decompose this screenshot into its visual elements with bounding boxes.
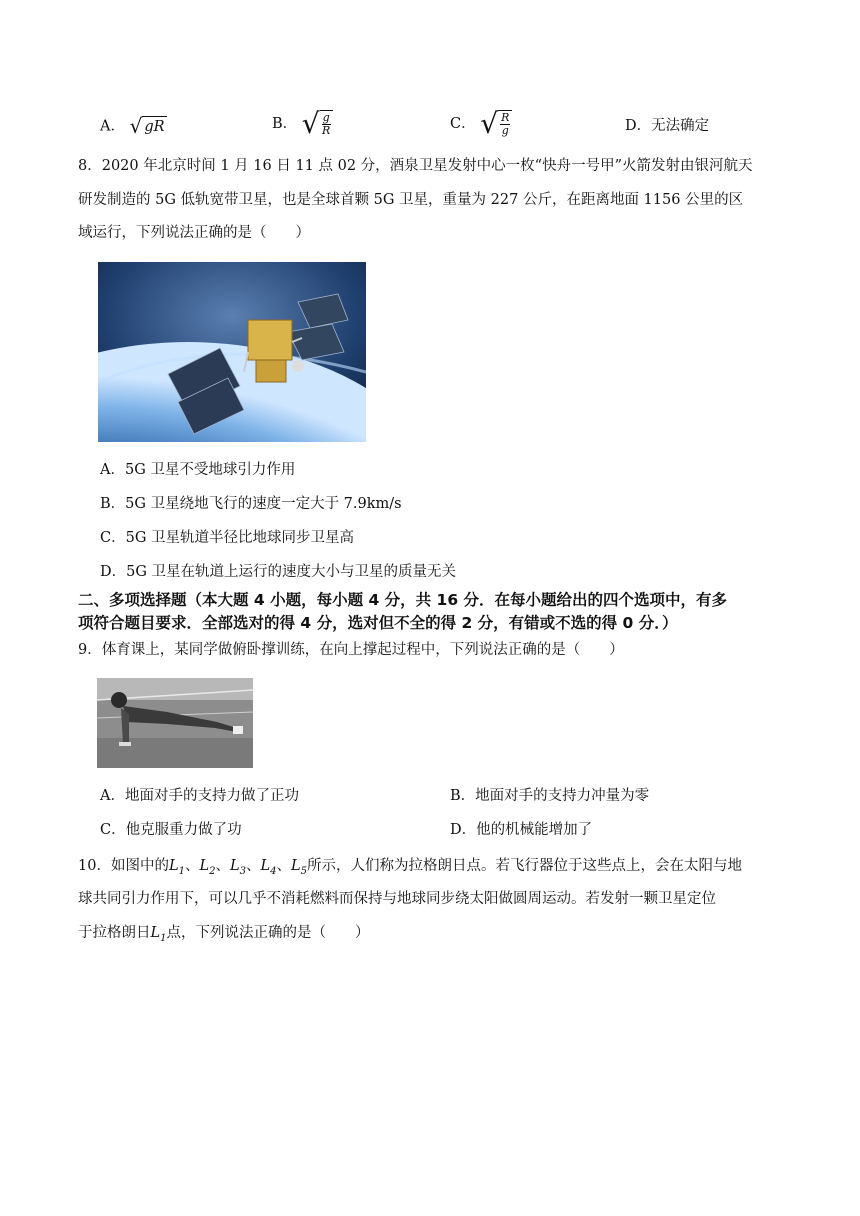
q8-option-c: C．5G 卫星轨道半径比地球同步卫星高 bbox=[100, 530, 355, 546]
option-label: B． bbox=[272, 116, 298, 132]
q9-option-a: A．地面对手的支持力做了正功 bbox=[100, 788, 299, 804]
q9-option-c: C．他克服重力做了功 bbox=[100, 822, 242, 838]
option-label: D． bbox=[625, 118, 652, 134]
q9-option-d: D．他的机械能增加了 bbox=[450, 822, 593, 838]
sqrt-fraction: √ $\frac{g}{R}$ bbox=[302, 110, 333, 138]
q8-option-b: B．5G 卫星绕地飞行的速度一定大于 7.9km/s bbox=[100, 496, 402, 512]
section-heading-line-1: 二、多项选择题（本大题 4 小题，每小题 4 分，共 16 分．在每小题给出的四个选项中，有多 bbox=[78, 591, 728, 609]
q10-stem-suffix: 所示，人们称为拉格朗日点。若飞行器位于这些点上，会在太阳与地 bbox=[307, 858, 743, 874]
point-symbol: L bbox=[291, 858, 301, 874]
point-subscript: 1 bbox=[178, 865, 185, 877]
point-subscript: 2 bbox=[209, 865, 216, 877]
q7-option-b bbox=[272, 107, 333, 140]
q9-option-b: B．地面对手的支持力冲量为零 bbox=[450, 788, 650, 804]
sqrt-fraction: √ $\frac{R}{g}$ bbox=[480, 110, 512, 138]
q10-line3-suffix: 点，下列说法正确的是（ ） bbox=[166, 925, 370, 941]
point-symbol: L bbox=[168, 858, 179, 874]
option-label: C． bbox=[450, 116, 476, 132]
separator: 、 bbox=[215, 858, 230, 874]
point-subscript: 3 bbox=[239, 865, 246, 877]
option-label: A． bbox=[100, 118, 125, 135]
point-symbol: L bbox=[150, 925, 161, 941]
fraction-denominator: R bbox=[321, 124, 331, 137]
point-symbol: L bbox=[199, 858, 210, 874]
point-subscript: 4 bbox=[270, 865, 277, 877]
q9-stem: 9．体育课上，某同学做俯卧撑训练，在向上撑起过程中，下列说法正确的是（ ） bbox=[78, 642, 624, 658]
q7-option-a bbox=[100, 116, 167, 137]
point-symbol: L bbox=[260, 858, 271, 874]
fraction-numerator: R bbox=[501, 111, 510, 124]
q7-option-c bbox=[450, 107, 512, 140]
point-subscript: 1 bbox=[160, 932, 167, 944]
separator: 、 bbox=[276, 858, 292, 874]
separator: 、 bbox=[184, 858, 200, 874]
section-heading-line-2: 项符合题目要求．全部选对的得 4 分，选对但不全的得 2 分，有错或不选的得 0 分．） bbox=[78, 614, 678, 632]
satellite-image bbox=[98, 262, 366, 442]
q8-stem-line-1: 8．2020 年北京时间 1 月 16 日 11 点 02 分，酒泉卫星发射中心一枚“快舟一号甲”火箭发射由银河航天 bbox=[78, 158, 753, 174]
q8-stem-line-3: 域运行，下列说法正确的是（ ） bbox=[78, 225, 310, 241]
fraction-denominator: g bbox=[501, 124, 509, 137]
option-text: 无法确定 bbox=[651, 118, 710, 134]
q8-stem-line-2: 研发制造的 5G 低轨宽带卫星，也是全球首颗 5G 卫星，重量为 227 公斤，在距离地面 1156 公里的区 bbox=[78, 192, 744, 208]
lagrange-points-list bbox=[168, 858, 308, 877]
separator: 、 bbox=[246, 858, 261, 874]
radicand: gR bbox=[142, 116, 166, 137]
point-subscript: 5 bbox=[300, 865, 308, 877]
sqrt-expression: √ gR bbox=[129, 114, 165, 138]
q8-option-a: A．5G 卫星不受地球引力作用 bbox=[100, 462, 296, 478]
q10-stem-prefix: 10．如图中的 bbox=[78, 858, 169, 874]
q10-line3-prefix: 于拉格朗日 bbox=[78, 925, 151, 941]
pushup-image bbox=[97, 678, 253, 768]
point-symbol: L bbox=[229, 858, 240, 874]
q10-stem-line-1 bbox=[78, 856, 742, 882]
q7-option-d bbox=[625, 116, 709, 136]
fraction-numerator: g bbox=[322, 111, 330, 124]
q8-option-d: D．5G 卫星在轨道上运行的速度大小与卫星的质量无关 bbox=[100, 564, 457, 580]
q10-stem-line-3 bbox=[78, 923, 370, 949]
q10-stem-line-2: 球共同引力作用下，可以几乎不消耗燃料而保持与地球同步绕太阳做圆周运动。若发射一颗卫星定位 bbox=[78, 891, 716, 907]
